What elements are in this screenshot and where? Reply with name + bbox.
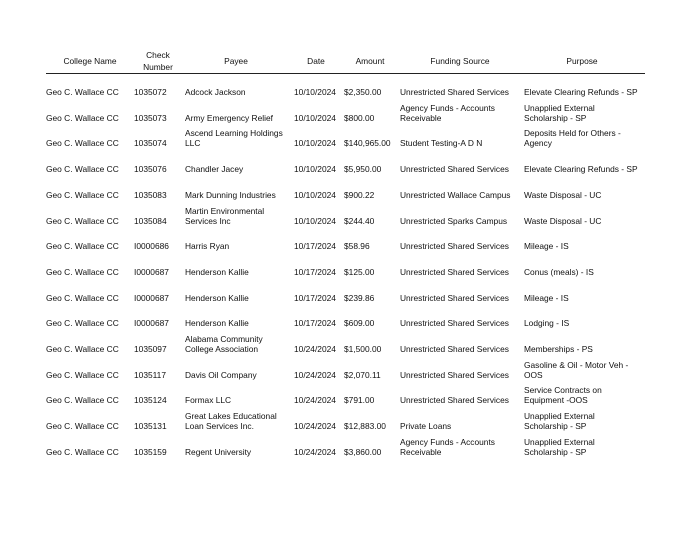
cell-purpose	[524, 437, 595, 457]
cell-payee-line: Adcock Jackson	[185, 87, 246, 97]
cell-funding-source-line: Unrestricted Shared Services	[400, 292, 509, 303]
cell-funding-source-line: Receivable	[400, 112, 442, 123]
header-funding-source: Funding Source	[430, 56, 490, 66]
cell-college: Geo C. Wallace CC	[46, 266, 119, 277]
cell-check-number: 1035131	[134, 421, 167, 432]
cell-college: Geo C. Wallace CC	[46, 138, 119, 149]
cell-funding-source-line: Unrestricted Shared Services	[400, 395, 509, 406]
cell-funding-source-line: Private Loans	[400, 421, 452, 432]
cell-purpose-line: Agency	[524, 138, 552, 149]
cell-payee-line: College Association	[185, 344, 259, 354]
cell-payee-line: Alabama Community	[185, 334, 263, 344]
cell-college: Geo C. Wallace CC	[46, 344, 119, 354]
cell-payee-line: Army Emergency Relief	[185, 112, 273, 123]
header-payee: Payee	[224, 56, 248, 66]
cell-check-number: I0000687	[134, 318, 169, 329]
cell-amount: $791.00	[344, 395, 375, 406]
header-amount: Amount	[355, 56, 385, 66]
cell-purpose-line: Equipment -OOS	[524, 395, 588, 406]
cell-college: Geo C. Wallace CC	[46, 369, 119, 380]
cell-purpose-line: Mileage - IS	[524, 241, 569, 252]
cell-payee	[185, 447, 251, 457]
cell-funding-source-line: Unrestricted Sparks Campus	[400, 215, 508, 226]
cell-funding-source-line: Unrestricted Shared Services	[400, 266, 509, 277]
cell-college: Geo C. Wallace CC	[46, 189, 119, 200]
cell-payee-line: Regent University	[185, 446, 252, 457]
cell-date: 10/10/2024	[294, 164, 336, 175]
cell-college: Geo C. Wallace CC	[46, 318, 119, 329]
table-row	[0, 275, 700, 303]
cell-amount: $244.40	[344, 215, 375, 226]
cell-amount: $800.00	[344, 112, 375, 123]
cell-college: Geo C. Wallace CC	[46, 395, 119, 406]
table-row	[0, 249, 700, 277]
cell-date: 10/17/2024	[294, 292, 336, 303]
cell-payee-line: Harris Ryan	[185, 241, 230, 252]
cell-payee-line: Henderson Kallie	[185, 292, 249, 303]
cell-date: 10/10/2024	[294, 138, 336, 149]
cell-purpose-line: Elevate Clearing Refunds - SP	[524, 164, 638, 175]
cell-payee-line: Ascend Learning Holdings	[185, 128, 283, 139]
table-row	[0, 352, 700, 380]
cell-amount: $140,965.00	[344, 138, 391, 149]
cell-purpose-line: Waste Disposal - UC	[524, 215, 602, 226]
table-row	[0, 146, 700, 174]
cell-payee-line: Services Inc	[185, 215, 231, 226]
cell-college: Geo C. Wallace CC	[46, 446, 119, 457]
cell-funding-source-line: Agency Funds - Accounts	[400, 436, 495, 447]
cell-purpose-line: Lodging - IS	[524, 318, 570, 329]
cell-date: 10/24/2024	[294, 344, 336, 354]
cell-payee-line: LLC	[185, 138, 201, 149]
header-check-line1: Check	[146, 50, 170, 60]
cell-amount: $58.96	[344, 241, 370, 252]
table-row	[0, 300, 700, 328]
cell-date: 10/24/2024	[294, 446, 336, 457]
cell-check-number: I0000687	[134, 266, 169, 277]
cell-check-number: 1035124	[134, 395, 167, 406]
cell-date: 10/24/2024	[294, 369, 336, 380]
cell-funding-source-line: Unrestricted Shared Services	[400, 344, 509, 354]
cell-check-number: 1035097	[134, 344, 167, 354]
cell-amount: $900.22	[344, 189, 375, 200]
table-row	[0, 172, 700, 200]
cell-amount: $2,350.00	[344, 87, 382, 97]
cell-amount: $239.86	[344, 292, 375, 303]
cell-date: 10/24/2024	[294, 395, 336, 406]
table-row	[0, 223, 700, 251]
cell-purpose-line: Service Contracts on	[524, 385, 602, 396]
cell-amount: $609.00	[344, 318, 375, 329]
cell-funding-source-line: Unrestricted Wallace Campus	[400, 189, 511, 200]
cell-payee-line: Davis Oil Company	[185, 369, 257, 380]
cell-purpose-line: Conus (meals) - IS	[524, 266, 594, 277]
cell-check-number: 1035084	[134, 215, 167, 226]
cell-amount: $12,883.00	[344, 421, 386, 432]
cell-purpose-line: Memberships - PS	[524, 344, 593, 354]
cell-college: Geo C. Wallace CC	[46, 241, 119, 252]
table-row	[0, 69, 700, 97]
cell-funding-source-line: Unrestricted Shared Services	[400, 318, 509, 329]
header-college-name: College Name	[63, 56, 117, 66]
table-row	[0, 198, 700, 226]
cell-purpose-line: Unapplied External	[524, 436, 595, 447]
cell-date: 10/17/2024	[294, 241, 336, 252]
cell-check-number: 1035083	[134, 189, 167, 200]
cell-payee-line: Henderson Kallie	[185, 266, 249, 277]
header-check-line2: Number	[143, 62, 173, 72]
cell-funding-source	[400, 437, 495, 457]
cell-check-number: I0000687	[134, 292, 169, 303]
cell-amount: $1,500.00	[344, 344, 382, 354]
header-purpose: Purpose	[566, 56, 598, 66]
cell-date: 10/10/2024	[294, 215, 336, 226]
cell-amount: $3,860.00	[344, 446, 382, 457]
cell-amount: $2,070.11	[344, 369, 381, 380]
cell-purpose-line: Waste Disposal - UC	[524, 189, 602, 200]
cell-amount: $5,950.00	[344, 164, 382, 175]
cell-date: 10/17/2024	[294, 266, 336, 277]
cell-date: 10/10/2024	[294, 87, 336, 97]
cell-college: Geo C. Wallace CC	[46, 87, 119, 97]
cell-check-number: I0000686	[134, 241, 169, 252]
cell-funding-source-line: Unrestricted Shared Services	[400, 369, 509, 380]
cell-amount: $125.00	[344, 266, 375, 277]
table-row	[0, 403, 700, 431]
table-row	[0, 377, 700, 405]
cell-college: Geo C. Wallace CC	[46, 292, 119, 303]
cell-purpose-line: Scholarship - SP	[524, 421, 587, 432]
cell-purpose-line: Scholarship - SP	[524, 446, 587, 457]
cell-purpose-line: Scholarship - SP	[524, 112, 587, 123]
cell-funding-source-line: Unrestricted Shared Services	[400, 87, 509, 97]
cell-check-number: 1035117	[134, 369, 166, 380]
cell-purpose-line: Unapplied External	[524, 102, 595, 113]
cell-payee-line: Loan Services Inc.	[185, 421, 254, 432]
cell-purpose-line: OOS	[524, 369, 543, 380]
cell-payee-line: Chandler Jacey	[185, 164, 244, 175]
cell-purpose-line: Unapplied External	[524, 411, 595, 422]
cell-date: 10/10/2024	[294, 189, 336, 200]
cell-check-number: 1035076	[134, 164, 167, 175]
cell-funding-source-line: Student Testing-A D N	[400, 138, 483, 149]
table-row	[0, 429, 700, 457]
cell-funding-source-line: Unrestricted Shared Services	[400, 164, 509, 175]
cell-funding-source-line: Receivable	[400, 446, 442, 457]
table-row	[0, 95, 700, 123]
cell-date: 10/10/2024	[294, 112, 336, 123]
table-row	[0, 120, 700, 148]
cell-college: Geo C. Wallace CC	[46, 164, 119, 175]
cell-funding-source-line: Agency Funds - Accounts	[400, 102, 495, 113]
cell-payee-line: Mark Dunning Industries	[185, 189, 276, 200]
cell-check-number: 1035074	[134, 138, 167, 149]
cell-check-number: 1035159	[134, 446, 167, 457]
cell-check-number: 1035072	[134, 87, 167, 97]
cell-college: Geo C. Wallace CC	[46, 112, 119, 123]
header-date: Date	[307, 56, 325, 66]
cell-payee-line: Martin Environmental	[185, 205, 265, 216]
cell-date: 10/24/2024	[294, 421, 336, 432]
cell-date: 10/17/2024	[294, 318, 336, 329]
cell-purpose-line: Gasoline & Oil - Motor Veh -	[524, 359, 629, 370]
cell-payee-line: Formax LLC	[185, 395, 232, 406]
cell-purpose-line: Mileage - IS	[524, 292, 569, 303]
cell-college: Geo C. Wallace CC	[46, 215, 119, 226]
cell-purpose-line: Deposits Held for Others -	[524, 128, 621, 139]
table-row	[0, 326, 700, 354]
cell-college: Geo C. Wallace CC	[46, 421, 119, 432]
cell-payee-line: Henderson Kallie	[185, 318, 249, 329]
cell-funding-source-line: Unrestricted Shared Services	[400, 241, 509, 252]
cell-purpose-line: Elevate Clearing Refunds - SP	[524, 87, 638, 97]
cell-payee-line: Great Lakes Educational	[185, 411, 277, 422]
cell-check-number: 1035073	[134, 112, 167, 123]
